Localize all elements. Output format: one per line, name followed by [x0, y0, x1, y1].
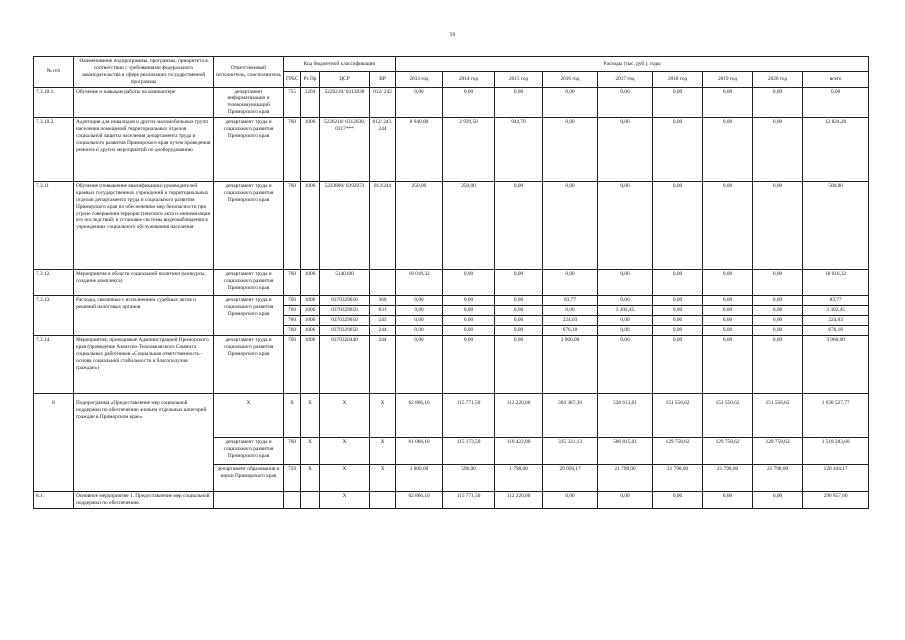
row-number: 7.3.10.1. — [34, 87, 74, 118]
table-row — [34, 296, 869, 306]
csr-cell: 0370329050 — [320, 316, 370, 326]
vr-cell — [370, 270, 396, 296]
row-executor: департамент труда и социального развития Приморского края — [214, 118, 284, 182]
csr-cell: 5226210/ 0312038, 0317*** — [320, 118, 370, 182]
rzpr-cell: 1006 — [301, 182, 320, 270]
value-cell: 61 066,10 — [396, 438, 443, 465]
value-cell: 129 758,62 — [753, 438, 803, 465]
vr-cell: X — [370, 394, 396, 438]
value-cell: 0,00 — [653, 316, 703, 326]
value-cell: 0,00 — [495, 182, 543, 270]
header-year: 2014 год — [443, 72, 495, 87]
value-cell: 21 798,00 — [653, 465, 703, 492]
row-executor: департамент информатизации и телекоммуникаций Приморского края — [214, 87, 284, 118]
value-cell: 151 556,62 — [753, 394, 803, 438]
header-year: 2016 год — [543, 72, 598, 87]
expense-table — [33, 56, 869, 509]
value-cell: 0,00 — [495, 306, 543, 316]
total-cell: 12 824,20 — [803, 118, 869, 182]
value-cell: 250,00 — [443, 182, 495, 270]
row-number: 7.3.10.2. — [34, 118, 74, 182]
value-cell: 0,00 — [598, 296, 653, 306]
value-cell: 8 940,00 — [396, 118, 443, 182]
csr-cell: 0370329050 — [320, 326, 370, 336]
value-cell: 0,00 — [703, 182, 753, 270]
value-cell: 0,00 — [753, 316, 803, 326]
value-cell: 944,70 — [495, 118, 543, 182]
row-executor: департамент труда и социального развития Приморского края — [214, 296, 284, 336]
value-cell: 0,00 — [703, 270, 753, 296]
vr-cell: 012/ 242 — [370, 87, 396, 118]
rzpr-cell: 1006 — [301, 316, 320, 326]
table-row — [34, 270, 869, 296]
row-name: Мероприятия в области социальной политики (конкурсы, создание комплекса) — [74, 270, 214, 296]
value-cell: 3 302,45 — [598, 306, 653, 316]
header-year: 2018 год — [653, 72, 703, 87]
value-cell: 21 798,00 — [753, 465, 803, 492]
value-cell: 0,00 — [703, 316, 753, 326]
grbs-cell: 755 — [284, 87, 301, 118]
header-num: № п/п — [34, 57, 74, 88]
value-cell: 3 960,00 — [543, 336, 598, 394]
value-cell: 0,00 — [443, 296, 495, 306]
value-cell: 0,00 — [396, 87, 443, 118]
grbs-cell: X — [284, 394, 301, 438]
value-cell: 0,00 — [753, 270, 803, 296]
row-number: 8.1. — [34, 492, 74, 509]
value-cell: 0,00 — [653, 296, 703, 306]
row-executor: департамент труда и социального развития Приморского края — [214, 270, 284, 296]
rzpr-cell: X — [301, 438, 320, 465]
value-cell: 506 815,01 — [598, 438, 653, 465]
total-cell: 18 016,32 — [803, 270, 869, 296]
csr-cell: X — [320, 394, 370, 438]
grbs-cell: 760 — [284, 336, 301, 394]
value-cell: 21 798,00 — [598, 465, 653, 492]
row-executor: департамент труда и социального развития Приморского края — [214, 336, 284, 394]
page-number: 59 — [449, 32, 456, 38]
csr-cell: 5226210/ 0312038 — [320, 87, 370, 118]
value-cell: 2 939,50 — [443, 118, 495, 182]
header-name: Наименование подпрограммы, программы, приоритета в соответствии с требованиями федерального законодательства в сфере реализации государственной программы — [74, 57, 214, 88]
value-cell: 0,00 — [396, 296, 443, 306]
value-cell: 250,00 — [396, 182, 443, 270]
rzpr-cell: 1006 — [301, 336, 320, 394]
vr-cell: 243 — [370, 316, 396, 326]
value-cell: 0,00 — [543, 270, 598, 296]
table-row — [34, 118, 869, 182]
value-cell: 0,00 — [703, 336, 753, 394]
header-expenses: Расходы (тыс. руб.), годы — [396, 57, 869, 72]
total-cell: 1 638 527,77 — [803, 394, 869, 438]
row-number: 8 — [34, 394, 74, 492]
grbs-cell: 760 — [284, 438, 301, 465]
rzpr-cell — [301, 492, 320, 509]
row-number: 7.3.12. — [34, 270, 74, 296]
grbs-cell: 759 — [284, 465, 301, 492]
vr-cell: X — [370, 438, 396, 465]
total-cell: 290 857,60 — [803, 492, 869, 509]
value-cell: 0,00 — [396, 306, 443, 316]
row-name: Основное мероприятие 1. Предоставление мер социальной поддержки по обеспечению — [74, 492, 214, 509]
value-cell: 115 771,50 — [443, 394, 495, 438]
total-cell: 120 444,17 — [803, 465, 869, 492]
value-cell: 0,00 — [495, 296, 543, 306]
value-cell: 0,00 — [753, 182, 803, 270]
csr-cell: X — [320, 438, 370, 465]
value-cell: 0,00 — [753, 306, 803, 316]
header-year: 2017 год — [598, 72, 653, 87]
value-cell: 29 056,17 — [543, 465, 598, 492]
row-number: 7.3.13. — [34, 296, 74, 336]
value-cell: 0,00 — [495, 270, 543, 296]
total-cell: 500,00 — [803, 182, 869, 270]
total-cell: 224,03 — [803, 316, 869, 326]
value-cell: 0,00 — [543, 492, 598, 509]
vr-cell — [370, 492, 396, 509]
value-cell: 0,00 — [495, 326, 543, 336]
csr-cell: 0370329050 — [320, 296, 370, 306]
header-year: 2013 год — [396, 72, 443, 87]
value-cell: 151 556,62 — [653, 394, 703, 438]
row-number: 7.3.14. — [34, 336, 74, 394]
value-cell: 0,00 — [703, 306, 753, 316]
table-row — [34, 394, 869, 438]
value-cell: 0,00 — [653, 326, 703, 336]
value-cell: 0,00 — [598, 326, 653, 336]
header-rzpr: Рз Пр — [301, 72, 320, 87]
value-cell: 151 556,62 — [703, 394, 753, 438]
rzpr-cell: 1006 — [301, 306, 320, 316]
row-executor: департамент труда и социального развития Приморского края — [214, 182, 284, 270]
vr-cell: 012/ 243, 244 — [370, 118, 396, 182]
value-cell: 129 758,62 — [653, 438, 703, 465]
csr-cell: X — [320, 492, 370, 509]
row-executor: X — [214, 394, 284, 438]
vr-cell: 831 — [370, 306, 396, 316]
value-cell: 62 866,10 — [396, 492, 443, 509]
rzpr-cell: 1006 — [301, 296, 320, 306]
value-cell: 110 422,00 — [495, 438, 543, 465]
value-cell: 0,00 — [495, 336, 543, 394]
header-total: всего — [803, 72, 869, 87]
row-name: Подпрограмма «Предоставление мер социальной поддержки по обеспечению жильем отдельных категорий граждан в Приморском крае» — [74, 394, 214, 492]
rzpr-cell: X — [301, 465, 320, 492]
value-cell: 676,18 — [543, 326, 598, 336]
csr-cell: 0370320440 — [320, 336, 370, 394]
value-cell: 0,00 — [653, 492, 703, 509]
value-cell: 0,00 — [703, 326, 753, 336]
row-name: Расходы, связанные с исполнением судебных актов и решений налоговых органов — [74, 296, 214, 336]
value-cell: 0,00 — [653, 118, 703, 182]
table-row — [34, 336, 869, 394]
value-cell: 0,00 — [598, 270, 653, 296]
value-cell: 1 800,00 — [396, 465, 443, 492]
vr-cell: 244 — [370, 326, 396, 336]
value-cell: 0,00 — [753, 118, 803, 182]
vr-cell: X — [370, 465, 396, 492]
value-cell: 115 771,50 — [443, 492, 495, 509]
value-cell: 0,00 — [443, 336, 495, 394]
value-cell: 0,00 — [443, 316, 495, 326]
rzpr-cell: X — [301, 394, 320, 438]
value-cell: 528 613,01 — [598, 394, 653, 438]
value-cell: 0,00 — [495, 87, 543, 118]
row-name: Адаптация для инвалидов и других маломобильных групп населения помещений территориальных отделов социальной защиты населения департамента труда и социального развития Приморского края путем проведения ремонта и других мероприятий по дооборудованию — [74, 118, 214, 182]
row-name: Обучение и навыкам работы на компьютере — [74, 87, 214, 118]
total-cell: 83,77 — [803, 296, 869, 306]
header-year: 2020 год — [753, 72, 803, 87]
value-cell: 0,00 — [703, 118, 753, 182]
value-cell: 0,00 — [543, 118, 598, 182]
vr-cell: 360 — [370, 296, 396, 306]
row-number: 7.3.11 — [34, 182, 74, 270]
rzpr-cell: 1006 — [301, 270, 320, 296]
row-executor: департамент труда и социального развития Приморского края — [214, 438, 284, 465]
value-cell: 1 798,00 — [495, 465, 543, 492]
header-year: 2015 год — [495, 72, 543, 87]
value-cell: 0,00 — [703, 492, 753, 509]
value-cell: 18 016,32 — [396, 270, 443, 296]
header-year: 2019 год — [703, 72, 753, 87]
value-cell: 0,00 — [598, 336, 653, 394]
rzpr-cell: 1006 — [301, 326, 320, 336]
grbs-cell: 760 — [284, 306, 301, 316]
value-cell: 129 758,62 — [703, 438, 753, 465]
header-kbk: Код бюджетной классификации — [284, 57, 396, 72]
value-cell: 0,00 — [443, 326, 495, 336]
value-cell: 0,00 — [396, 316, 443, 326]
header-csr: ЦСР — [320, 72, 370, 87]
value-cell: 0,00 — [495, 316, 543, 326]
value-cell: 0,00 — [653, 306, 703, 316]
value-cell: 0,00 — [653, 87, 703, 118]
total-cell: 1 518 283,60 — [803, 438, 869, 465]
value-cell: 0,00 — [443, 270, 495, 296]
value-cell: 224,03 — [543, 316, 598, 326]
value-cell: 62 866,10 — [396, 394, 443, 438]
value-cell: 0,00 — [753, 87, 803, 118]
vr-cell: 244 — [370, 336, 396, 394]
grbs-cell: 760 — [284, 182, 301, 270]
value-cell: 364 387,30 — [543, 394, 598, 438]
value-cell: 0,00 — [703, 296, 753, 306]
value-cell: 83,77 — [543, 296, 598, 306]
value-cell: 0,00 — [543, 182, 598, 270]
header-executor: Ответственный исполнитель, соисполнитель — [214, 57, 284, 88]
value-cell: 598,00 — [443, 465, 495, 492]
csr-cell: 0370329050 — [320, 306, 370, 316]
value-cell: 0,00 — [598, 316, 653, 326]
grbs-cell: 760 — [284, 326, 301, 336]
row-executor — [214, 492, 284, 509]
value-cell: 0,00 — [653, 182, 703, 270]
value-cell: 0,00 — [543, 306, 598, 316]
value-cell: 0,00 — [753, 492, 803, 509]
value-cell: 0,00 — [543, 87, 598, 118]
value-cell: 0,00 — [396, 326, 443, 336]
value-cell: 0,00 — [703, 87, 753, 118]
value-cell: 0,00 — [443, 306, 495, 316]
value-cell: 0,00 — [598, 492, 653, 509]
total-cell: 3 960,00 — [803, 336, 869, 394]
grbs-cell: 760 — [284, 316, 301, 326]
rzpr-cell: 1006 — [301, 118, 320, 182]
value-cell: 0,00 — [396, 336, 443, 394]
grbs-cell: 760 — [284, 296, 301, 306]
table-row — [34, 87, 869, 118]
rzpr-cell: 1204 — [301, 87, 320, 118]
total-cell: 676,18 — [803, 326, 869, 336]
value-cell: 21 798,00 — [703, 465, 753, 492]
row-name: Мероприятия, проводимые Администрацией Приморского края (проведение Азиатско-Тихоокеанского Саммита социальных работников «Социальная ответственность - основа социальной стабильности и благополучия граждан») — [74, 336, 214, 394]
value-cell: 112 220,00 — [495, 492, 543, 509]
row-name: Обучение (повышение квалификации) руководителей краевых государственных учреждений и территориальных отделов департамента труда и социального развития Приморского края по обеспечению мер безопасности при угрозе совершения террористического акта и минимизации его последствий; в установке системы видеонаблюдения в учреждениях социального обслуживания населения — [74, 182, 214, 270]
value-cell: 115 173,50 — [443, 438, 495, 465]
total-cell: 3 302,45 — [803, 306, 869, 316]
total-cell: 0,00 — [803, 87, 869, 118]
value-cell: 0,00 — [443, 87, 495, 118]
header-vr: ВР — [370, 72, 396, 87]
value-cell: 335 331,13 — [543, 438, 598, 465]
grbs-cell: 760 — [284, 270, 301, 296]
value-cell: 0,00 — [598, 182, 653, 270]
header-grbs: ГРБС — [284, 72, 301, 87]
value-cell: 0,00 — [598, 118, 653, 182]
csr-cell: X — [320, 465, 370, 492]
csr-cell: 5223800/ 0392073 — [320, 182, 370, 270]
value-cell: 0,00 — [753, 336, 803, 394]
row-executor: департамент образования и науки Приморского края — [214, 465, 284, 492]
csr-cell: 5140100 — [320, 270, 370, 296]
value-cell: 0,00 — [598, 87, 653, 118]
grbs-cell: 760 — [284, 118, 301, 182]
value-cell: 112 220,00 — [495, 394, 543, 438]
table-row — [34, 182, 869, 270]
table-row — [34, 492, 869, 509]
vr-cell: 013/244 — [370, 182, 396, 270]
value-cell: 0,00 — [653, 270, 703, 296]
grbs-cell — [284, 492, 301, 509]
value-cell: 0,00 — [653, 336, 703, 394]
value-cell: 0,00 — [753, 326, 803, 336]
value-cell: 0,00 — [753, 296, 803, 306]
